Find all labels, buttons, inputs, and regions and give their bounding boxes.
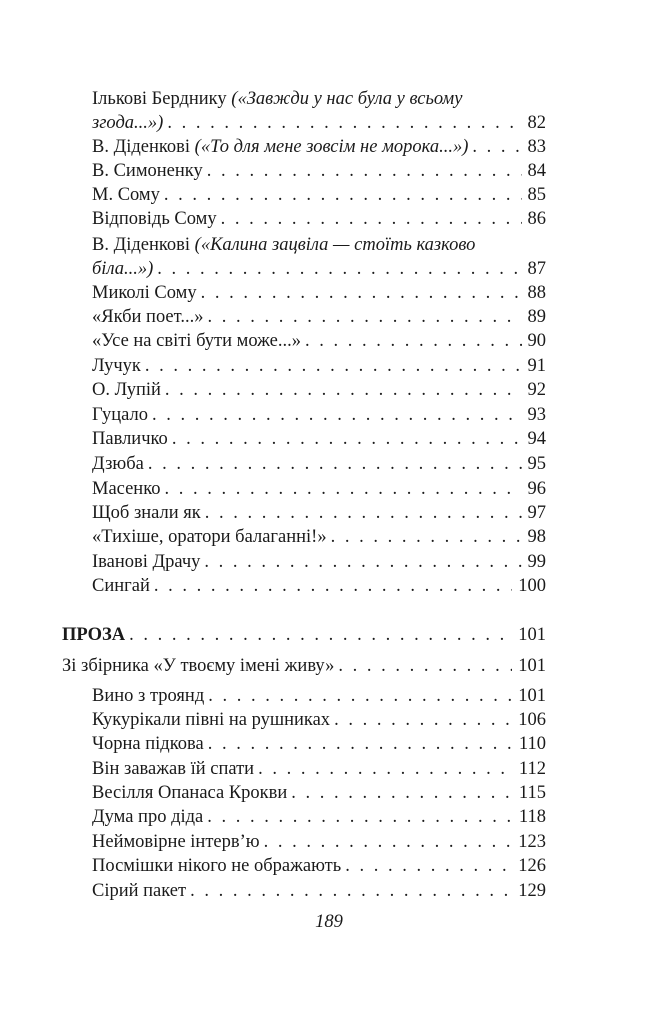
toc-entry-title: «Тихіше, оратори балаганні!» [92,527,327,547]
toc-entry [92,183,546,207]
toc-entry-title: О. Лупій [92,380,161,400]
toc-page-number: 118 [518,807,546,827]
toc-page-number: 101 [518,686,546,706]
toc-entry-title: «Якби поет...» [92,307,204,327]
page-number-footer: 189 [315,912,343,932]
dot-leader [258,757,513,781]
toc-page-number: 95 [527,454,546,474]
toc-entry-title: Відповідь Сому [92,209,217,229]
toc-entry [92,477,546,501]
dot-leader [205,501,522,525]
dot-leader [345,854,512,878]
toc-entry-title: Масенко [92,479,161,499]
dot-leader [338,654,512,678]
toc-entry [92,354,546,378]
dot-leader [305,329,521,353]
dot-leader [129,623,512,647]
toc-entry-title: Миколі Сому [92,283,197,303]
toc-entry-title: Івановi Драчу [92,552,201,572]
dot-leader [201,281,522,305]
toc-entry-title: В. Діденковi [92,137,195,157]
dot-leader [291,781,513,805]
toc-page-number: 106 [518,710,546,730]
dot-leader [207,305,521,329]
toc-entry-title-italic: біла...») [92,259,154,279]
toc-page-number: 115 [518,783,546,803]
dot-leader [207,159,522,183]
toc-entry [92,854,546,878]
toc-page-number: 126 [518,856,546,876]
toc-page-number: 129 [518,881,546,901]
dot-leader [165,477,522,501]
toc-page-number: 88 [527,283,546,303]
toc-page-number: 112 [518,759,546,779]
dot-leader [157,257,521,281]
toc-entry [92,708,546,732]
toc-entry-title-italic: згода...») [92,113,164,133]
toc-entry-title: Лучук [92,356,141,376]
toc-page-number: 90 [527,331,546,351]
toc-entry [92,684,546,708]
dot-leader [334,708,512,732]
toc-entry-title: Дума про діда [92,807,204,827]
dot-leader [208,732,513,756]
toc-collection-title: Зі збірника «У твоєму імені живу» [62,656,335,676]
toc-page-number: 85 [527,185,546,205]
toc-entry-title: Павличко [92,429,168,449]
dot-leader [172,427,522,451]
dot-leader [264,830,513,854]
dot-leader [167,111,521,135]
toc-page-number: 92 [527,380,546,400]
toc-entry [92,281,546,305]
toc-entry [92,501,546,525]
toc-entry-title: Кукурікали півні на рушниках [92,710,331,730]
toc-entry [92,207,546,231]
toc-section [62,623,546,647]
toc-page-number: 94 [527,429,546,449]
toc-entry [92,305,546,329]
toc-entry [92,378,546,402]
toc-entry-title: Ільковi Берднику [92,89,232,109]
toc-page-number: 89 [527,307,546,327]
dot-leader [208,684,512,708]
toc-entry-title: Він заважав їй спати [92,759,255,779]
dot-leader [145,354,522,378]
dot-leader [204,550,521,574]
toc-entry-title: Дзюба [92,454,144,474]
toc-entry [92,525,546,549]
toc-entry [92,257,546,281]
toc-page-number: 98 [527,527,546,547]
dot-leader [154,574,512,598]
toc-page-number: 83 [527,137,546,157]
toc-entry-title-italic: («То для мене зовсім не морока...») [194,137,469,157]
toc-entry-title: Чорна підкова [92,734,204,754]
toc-entry [92,452,546,476]
toc-entry-title: Неймовірне інтерв’ю [92,832,260,852]
toc-page-number: 99 [527,552,546,572]
toc-entry-title: В. Діденковi [92,235,195,255]
dot-leader [164,183,522,207]
toc-entry [92,403,546,427]
toc-entry [92,574,546,598]
toc-page-number: 101 [518,625,546,645]
toc-page-number: 110 [518,734,546,754]
toc-entry [92,427,546,451]
toc-page-number: 86 [527,209,546,229]
dot-leader [331,525,522,549]
dot-leader [472,135,521,159]
toc-entry-title: Весілля Опанаса Крокви [92,783,288,803]
toc-entry-title: Гуцало [92,405,148,425]
toc-collection [62,654,546,678]
toc-entry-title-italic: («Калина зацвіла — стоїть казково [194,235,476,255]
dot-leader [165,378,522,402]
toc-entry [92,830,546,854]
toc-entry-title: Сингай [92,576,150,596]
toc-page-number: 100 [518,576,546,596]
toc-entry [92,550,546,574]
toc-entry [92,805,546,829]
toc-entry-title-italic: («Завжди у нас була у всьому [231,89,463,109]
toc-page-number: 82 [527,113,546,133]
toc-entry [92,781,546,805]
toc-entry [92,879,546,903]
dot-leader [190,879,512,903]
dot-leader [148,452,522,476]
toc-entry-first-line [92,87,462,111]
toc-page-number: 84 [527,161,546,181]
toc-entry [92,111,546,135]
toc-page-number: 93 [527,405,546,425]
toc-page-number: 97 [527,503,546,523]
toc-page-number: 101 [518,656,546,676]
toc-entry-title: Посмішки нікого не ображають [92,856,342,876]
toc-entry-first-line [92,233,475,257]
toc-entry-title: Сірий пакет [92,881,187,901]
toc-entry [92,329,546,353]
toc-section-title: ПРОЗА [62,625,126,645]
dot-leader [207,805,513,829]
dot-leader [152,403,522,427]
toc-page-number: 96 [527,479,546,499]
toc-entry-title: Щоб знали як [92,503,201,523]
toc-page-number: 91 [527,356,546,376]
toc-entry-title: Вино з троянд [92,686,205,706]
toc-page-number: 123 [518,832,546,852]
toc-entry-title: «Усе на світі бути може...» [92,331,302,351]
dot-leader [221,207,522,231]
toc-entry-title: М. Сому [92,185,160,205]
toc-entry [92,135,546,159]
toc-page-number: 87 [527,259,546,279]
toc-entry [92,732,546,756]
toc-entry [92,757,546,781]
toc-entry [92,159,546,183]
toc-entry-title: В. Симоненку [92,161,203,181]
